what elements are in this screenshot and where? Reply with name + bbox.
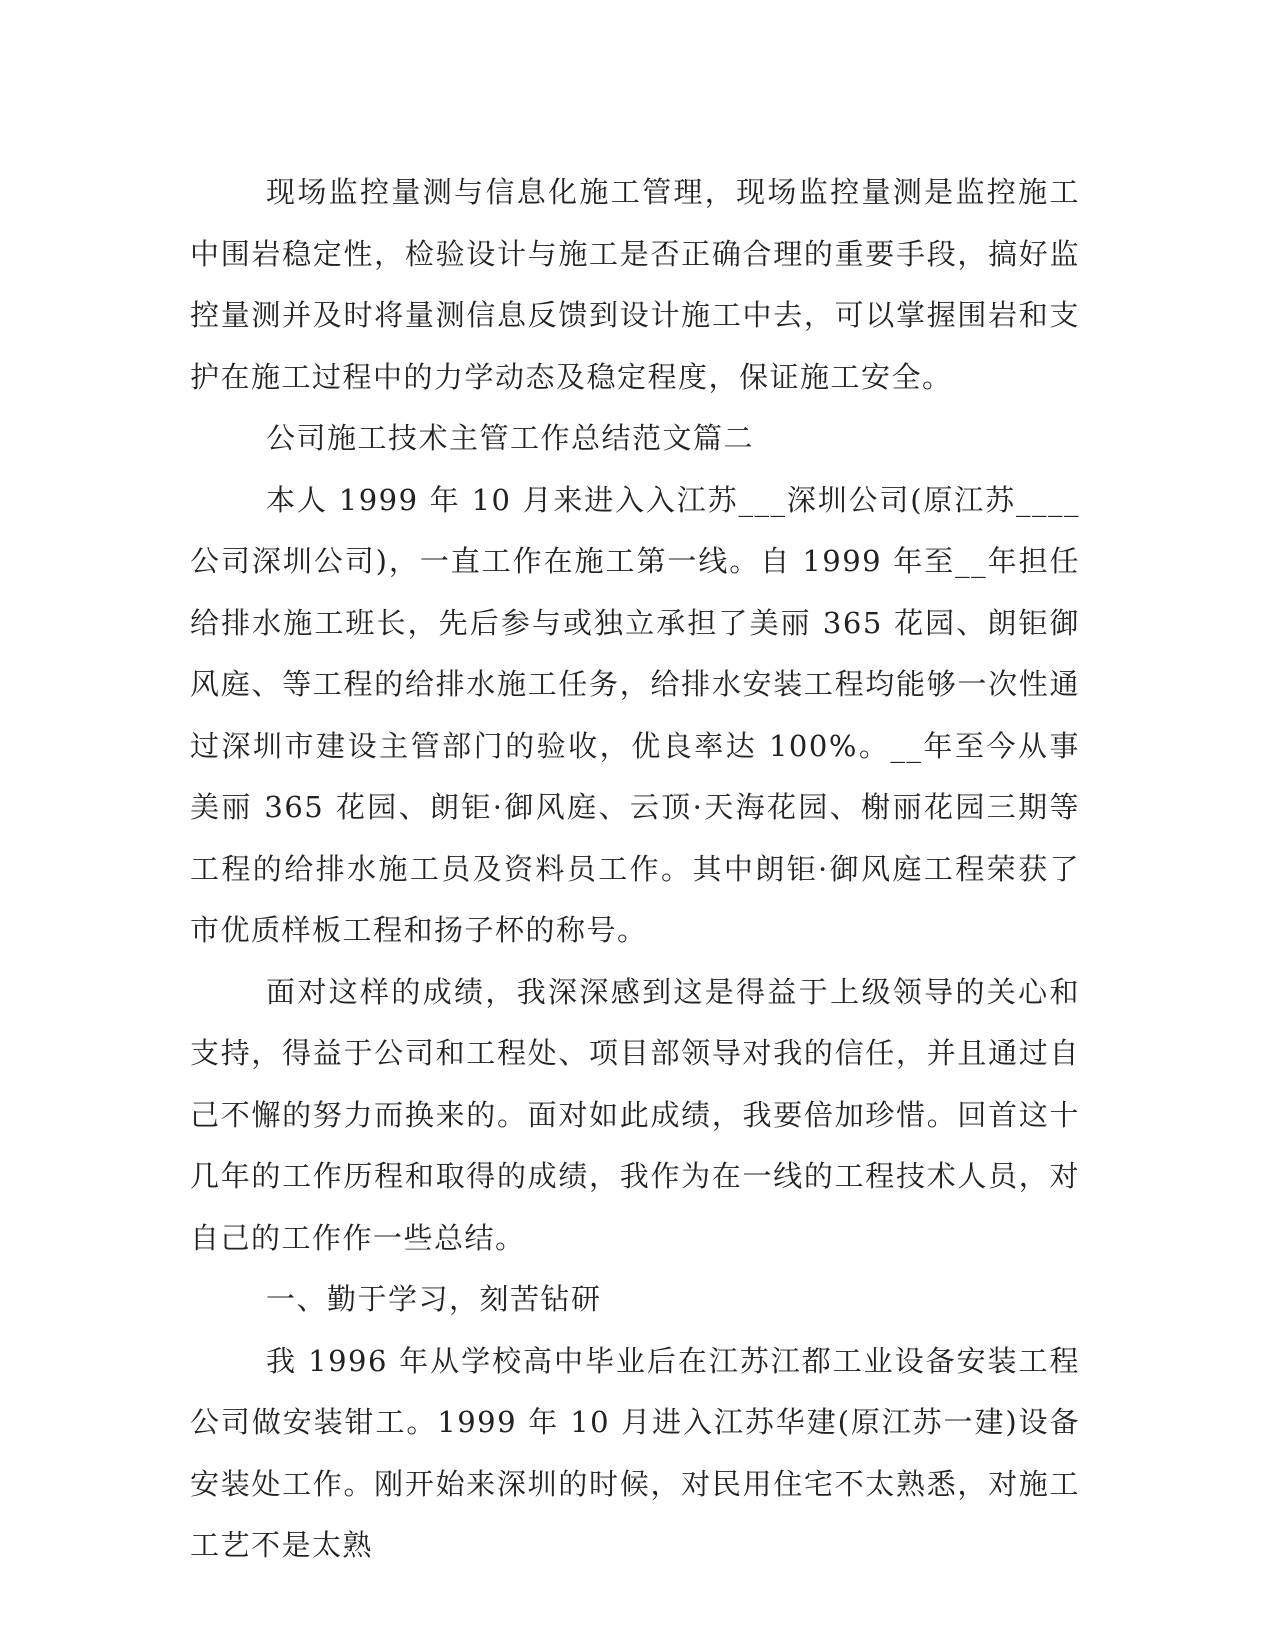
- paragraph-work-history: 本人 1999 年 10 月来进入入江苏___深圳公司(原江苏____公司深圳公司)，一直工作在施工第一线。自 1999 年至__年担任给排水施工班长，先后参与或独立承担了美丽 365 花园、朗钜御风庭、等工程的给排水施工任务，给排水安装工程均能够一次性通过深圳市建设主管部门的验收，优良率达 100%。__年至今从事美丽 365 花园、朗钜·御风庭、云顶·天海花园、榭丽花园三期等工程的给排水施工员及资料员工作。其中朗钜·御风庭工程荣获了市优质样板工程和扬子杯的称号。: [190, 482, 1080, 947]
- section-heading-study: 一、勤于学习，刻苦钻研: [266, 1282, 602, 1316]
- section-title-part-two: 公司施工技术主管工作总结范文篇二: [266, 421, 755, 455]
- paragraph-background: 我 1996 年从学校高中毕业后在江苏江都工业设备安装工程公司做安装钳工。1999 年 10 月进入江苏华建(原江苏一建)设备安装处工作。刚开始来深圳的时候，对民用住宅不太熟悉，对施工工艺不是太熟: [190, 1343, 1080, 1562]
- document-body: [190, 162, 1080, 1577]
- paragraph-monitoring: 现场监控量测与信息化施工管理，现场监控量测是监控施工中围岩稳定性，检验设计与施工是否正确合理的重要手段，搞好监控量测并及时将量测信息反馈到设计施工中去，可以掌握围岩和支护在施工过程中的力学动态及稳定程度，保证施工安全。: [190, 175, 1080, 394]
- paragraph-achievements: 面对这样的成绩，我深深感到这是得益于上级领导的关心和支持，得益于公司和工程处、项目部领导对我的信任，并且通过自己不懈的努力而换来的。面对如此成绩，我要倍加珍惜。回首这十几年的工作历程和取得的成绩，我作为在一线的工程技术人员，对自己的工作作一些总结。: [190, 974, 1080, 1255]
